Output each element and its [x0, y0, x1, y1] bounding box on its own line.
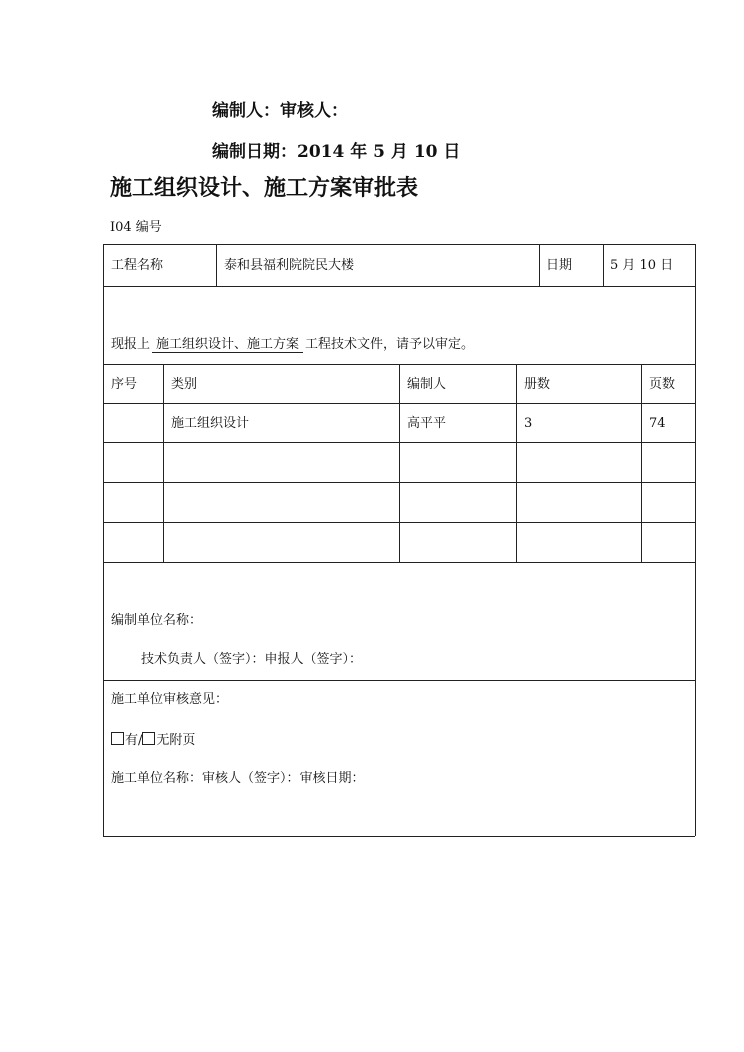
no-attachment-checkbox[interactable]	[142, 732, 155, 745]
form-code: I04 编号	[110, 220, 162, 235]
have-attachment-checkbox[interactable]	[111, 732, 124, 745]
compiler-sign-line: 技术负责人（签字）：申报人（签字）：	[141, 652, 363, 667]
report-suffix: 工程技术文件，请予以审定。	[305, 337, 475, 352]
table-row-compiler: 高平平	[407, 416, 447, 431]
table-row-category: 施工组织设计	[171, 416, 250, 431]
project-name-value: 泰和县福利院院民大楼	[224, 258, 355, 273]
date-value: 5 月 10 日	[610, 258, 674, 273]
report-statement	[111, 337, 474, 353]
header-pages: 页数	[649, 377, 676, 392]
no-attachment-label: 无附页	[156, 733, 196, 748]
table-row-pages: 74	[649, 416, 666, 431]
header-compiler: 编制人	[407, 377, 447, 392]
form-title: 施工组织设计、施工方案审批表	[110, 175, 419, 201]
review-opinion-label: 施工单位审核意见：	[111, 692, 229, 707]
header-seq: 序号	[111, 377, 138, 392]
date-label: 日期	[546, 258, 573, 273]
header-compile-date: 编制日期：2014 年 5 月 10 日	[212, 142, 461, 162]
compiler-unit-label: 编制单位名称：	[111, 613, 203, 628]
report-document-type: 施工组织设计、施工方案	[152, 337, 303, 353]
header-category: 类别	[171, 377, 198, 392]
header-volumes: 册数	[524, 377, 551, 392]
table-row-volumes: 3	[524, 416, 533, 431]
have-attachment-label: 有/	[125, 733, 143, 748]
report-prefix: 现报上	[111, 337, 151, 352]
attachment-options	[111, 732, 195, 749]
header-compiler-reviewer: 编制人：审核人：	[212, 101, 348, 121]
project-name-label: 工程名称	[111, 258, 164, 273]
review-sign-line: 施工单位名称：审核人（签字）：审核日期：	[111, 771, 365, 786]
